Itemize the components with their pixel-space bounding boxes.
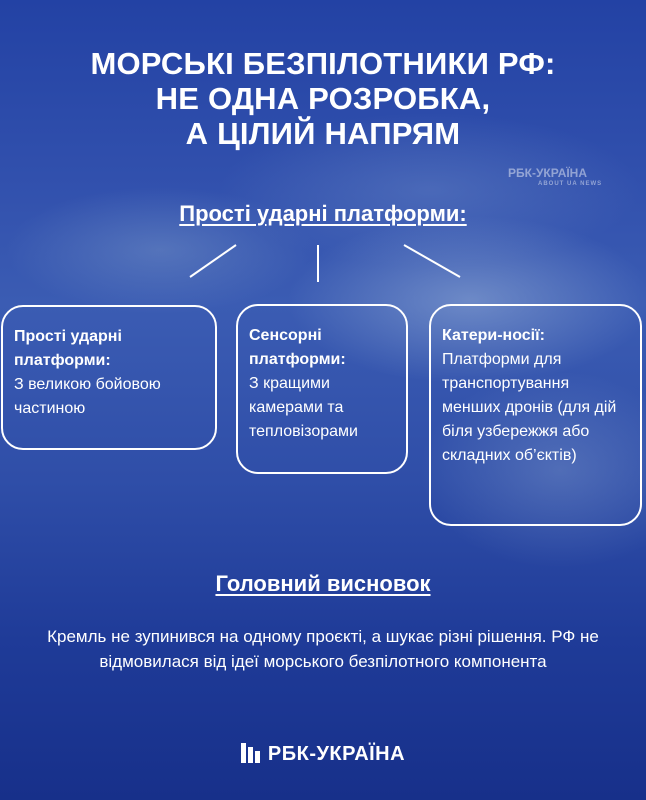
- card-carrier-boats: [429, 304, 642, 526]
- connector-left: [190, 245, 236, 277]
- card-sensor-platforms: [236, 304, 408, 474]
- connector-right: [404, 245, 460, 277]
- watermark-brand: РБК-УКРАЇНА: [508, 166, 587, 180]
- card-description: З великою бойовою частиною: [14, 376, 161, 417]
- watermark-sub: ABOUT UA NEWS: [538, 181, 603, 187]
- headline-line-3: А ЦІЛИЙ НАПРЯМ: [185, 116, 461, 151]
- card-description: З кращими камерами та тепловізорами: [249, 375, 358, 440]
- headline: [0, 46, 646, 151]
- card-title: Катери-носії:: [442, 327, 545, 344]
- headline-line-1: МОРСЬКІ БЕЗПІЛОТНИКИ РФ:: [90, 46, 556, 81]
- card-description: Платформи для транспортування менших дронів (для дій біля узбережжя або складних об’єктів): [442, 351, 617, 464]
- watermark: [508, 166, 638, 187]
- conclusion-text: Кремль не зупинився на одному проєкті, а шукає різні рішення. РФ не відмовилася від ідеї морського безпілотного компонента: [47, 627, 599, 671]
- section-title-conclusion: Головний висновок: [215, 571, 431, 596]
- card-strike-platforms: [1, 305, 217, 450]
- connector-lines: [0, 240, 646, 285]
- section-title-platforms: Прості ударні платформи:: [179, 201, 467, 226]
- footer-logo: [0, 743, 646, 766]
- card-title: Сенсорні платформи:: [249, 327, 346, 368]
- headline-line-2: НЕ ОДНА РОЗРОБКА,: [155, 81, 491, 116]
- rbc-logo-icon: [241, 743, 261, 763]
- footer-logo-text: РБК-УКРАЇНА: [267, 743, 406, 765]
- card-title: Прості ударні платформи:: [14, 328, 122, 369]
